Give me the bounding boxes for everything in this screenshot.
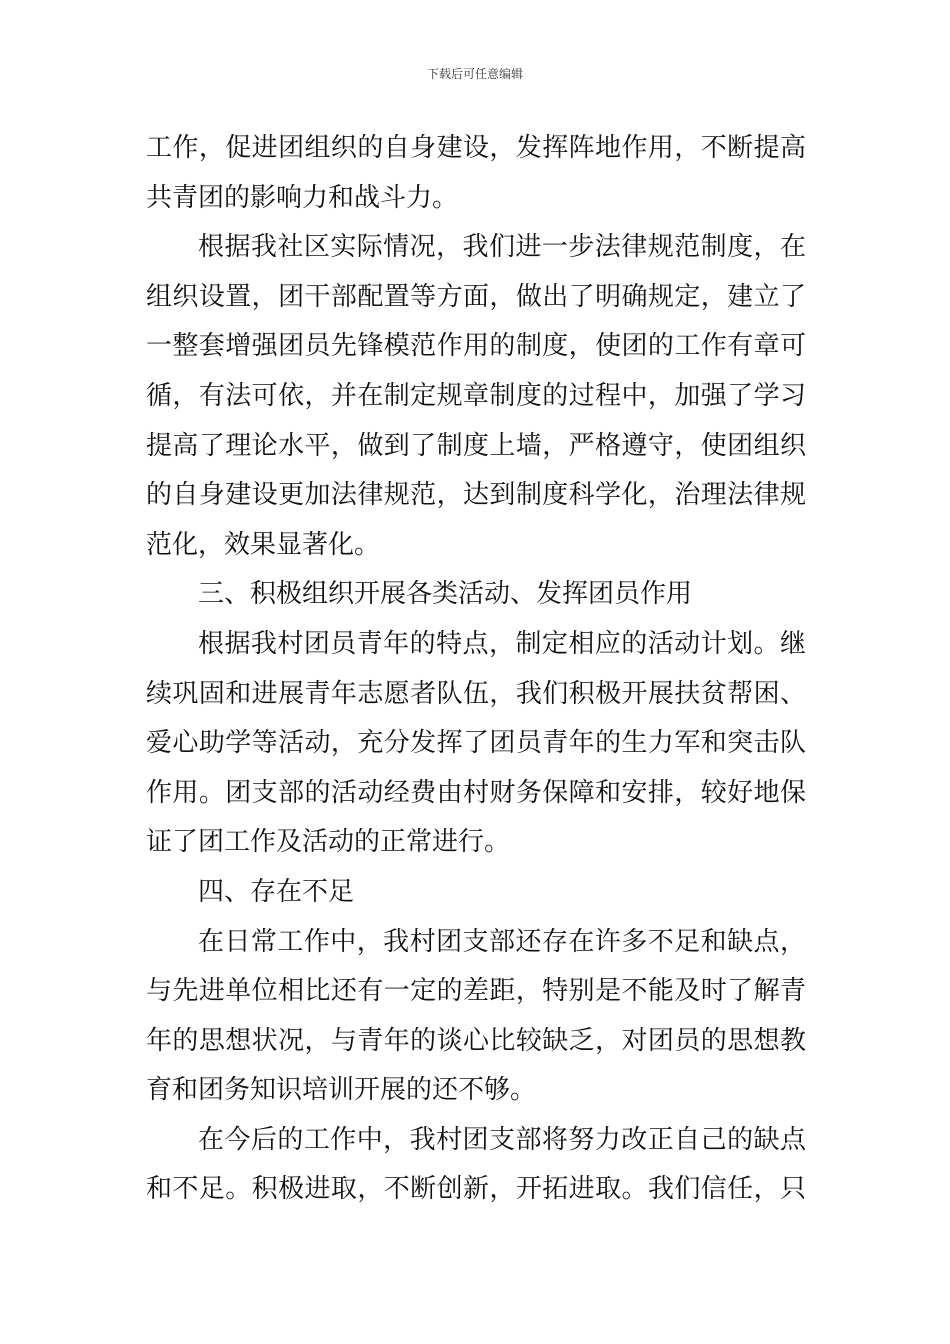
text-line: 工作，促进团组织的自身建设，发挥阵地作用，不断提高 bbox=[146, 133, 806, 163]
page-header: 下载后可任意编辑 bbox=[426, 67, 523, 81]
text-line: 作用。团支部的活动经费由村财务保障和安排，较好地保 bbox=[146, 777, 806, 808]
document-body bbox=[146, 128, 806, 1219]
text-line: 循，有法可依，并在制定规章制度的过程中，加强了学习 bbox=[146, 380, 806, 411]
text-line: 育和团务知识培训开展的还不够。 bbox=[146, 1075, 537, 1106]
text-line: 在今后的工作中，我村团支部将努力改正自己的缺点 bbox=[198, 1124, 806, 1155]
text-line: 年的思想状况，与青年的谈心比较缺乏，对团员的思想教 bbox=[146, 1025, 806, 1056]
section-heading: 四、存在不足 bbox=[198, 876, 355, 907]
text-line: 范化，效果显著化。 bbox=[146, 529, 381, 560]
text-line: 的自身建设更加法律规范，达到制度科学化，治理法律规 bbox=[146, 480, 806, 511]
text-line: 根据我社区实际情况，我们进一步法律规范制度，在 bbox=[198, 232, 806, 263]
text-line: 根据我村团员青年的特点，制定相应的活动计划。继 bbox=[198, 628, 806, 659]
text-line: 组织设置，团干部配置等方面，做出了明确规定，建立了 bbox=[146, 281, 806, 312]
text-line: 提高了理论水平，做到了制度上墙，严格遵守，使团组织 bbox=[146, 430, 806, 461]
text-line: 爱心助学等活动，充分发挥了团员青年的生力军和突击队 bbox=[146, 728, 806, 759]
section-heading: 三、积极组织开展各类活动、发挥团员作用 bbox=[198, 579, 693, 610]
text-line: 在日常工作中，我村团支部还存在许多不足和缺点， bbox=[198, 926, 806, 957]
text-line: 与先进单位相比还有一定的差距，特别是不能及时了解青 bbox=[146, 976, 806, 1007]
text-line: 续巩固和进展青年志愿者队伍，我们积极开展扶贫帮困、 bbox=[146, 678, 806, 709]
text-line: 一整套增强团员先锋模范作用的制度，使团的工作有章可 bbox=[146, 331, 806, 362]
text-line: 共青团的影响力和战斗力。 bbox=[146, 182, 459, 213]
text-line: 和不足。积极进取，不断创新，开拓进取。我们信任，只 bbox=[146, 1174, 806, 1205]
text-line: 证了团工作及活动的正常进行。 bbox=[146, 827, 511, 858]
